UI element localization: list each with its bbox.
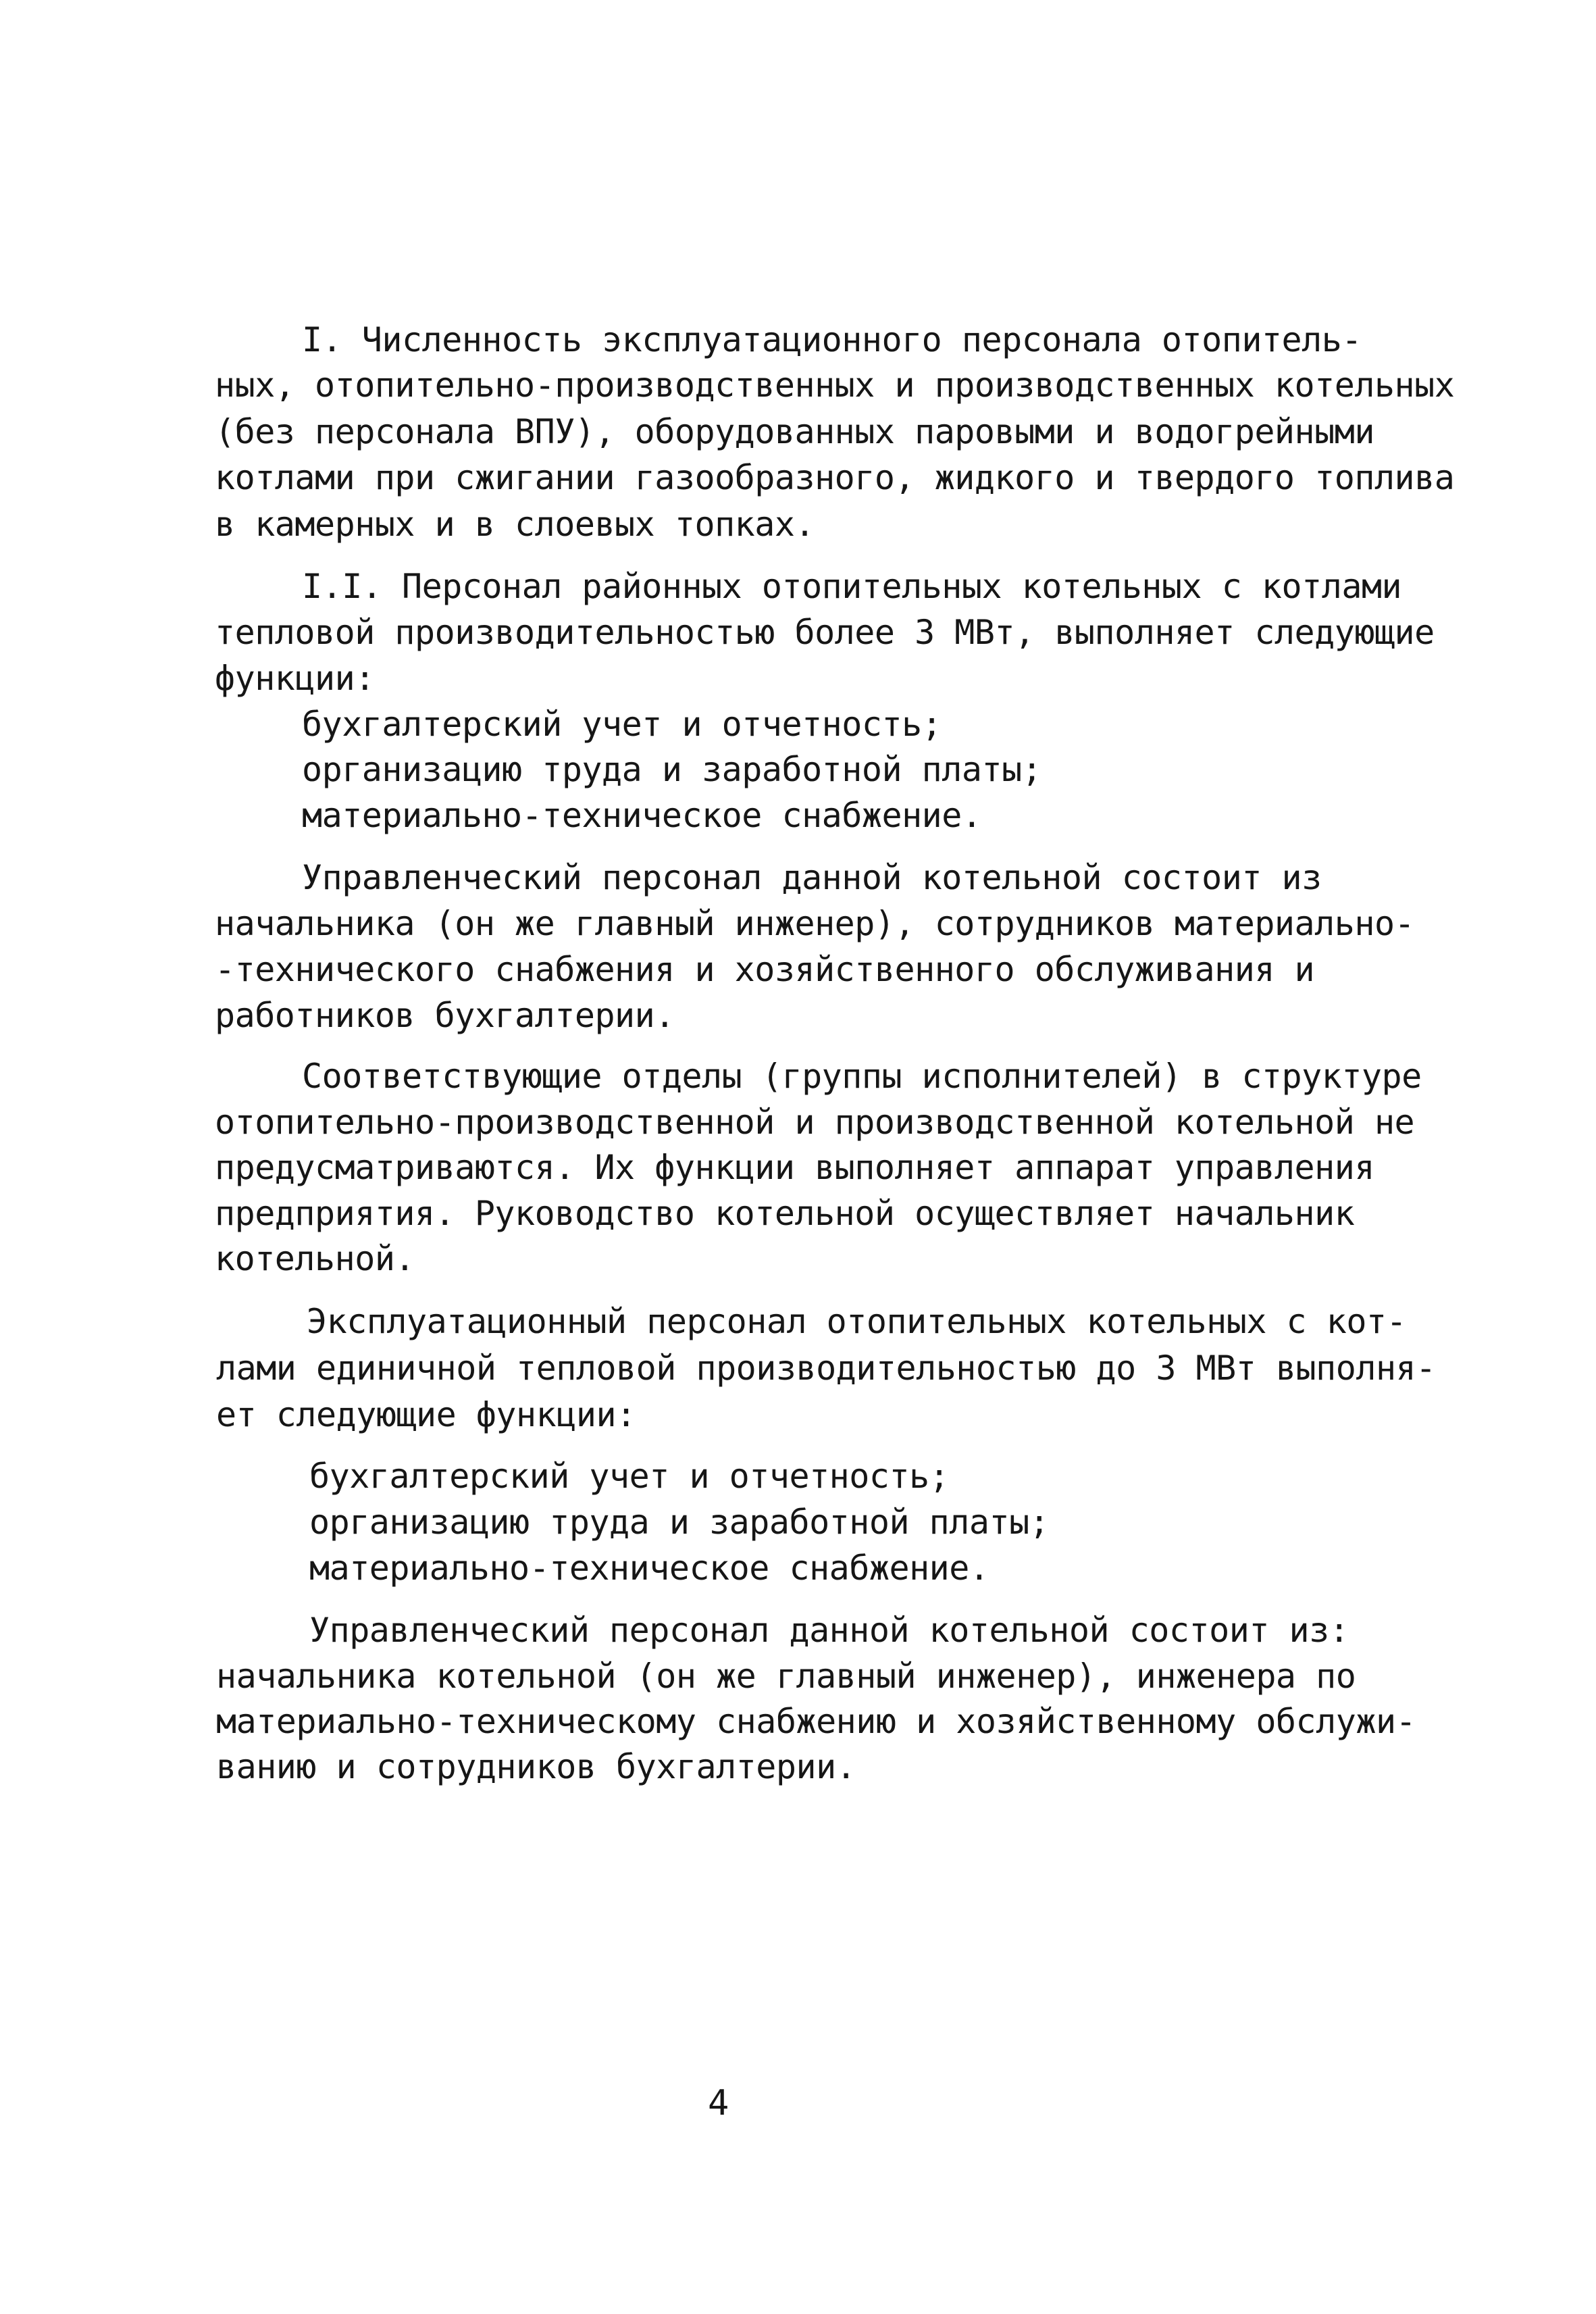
paragraph-line: отопительно-производственной и производственной котельной не bbox=[215, 1103, 1415, 1142]
paragraph-line: начальника (он же главный инженер), сотрудников материально- bbox=[215, 904, 1415, 943]
list-item: бухгалтерский учет и отчетность; bbox=[302, 705, 942, 744]
heading-line-1: I. Численность эксплуатационного персонала отопитель- bbox=[302, 320, 1362, 359]
paragraph-line: функции: bbox=[215, 659, 375, 698]
paragraph-line: тепловой производительностью более 3 МВт, выполняет следующие bbox=[215, 613, 1435, 652]
list-item: материально-техническое снабжение. bbox=[302, 796, 982, 835]
list-item: организацию труда и заработной платы; bbox=[302, 750, 1042, 789]
list-item: бухгалтерский учет и отчетность; bbox=[309, 1457, 950, 1496]
paragraph-line: лами единичной тепловой производительностью до 3 МВт выполня- bbox=[216, 1349, 1436, 1388]
heading-line-3: (без персонала ВПУ), оборудованных паровыми и водогрейными bbox=[215, 412, 1374, 451]
paragraph-line: предприятия. Руководство котельной осуществляет начальник bbox=[215, 1194, 1355, 1233]
paragraph-line: -технического снабжения и хозяйственного обслуживания и bbox=[215, 950, 1315, 989]
paragraph-line: работников бухгалтерии. bbox=[215, 996, 675, 1035]
page-number: 4 bbox=[708, 2083, 729, 2123]
paragraph-line: Соответствующие отделы (группы исполнителей) в структуре bbox=[302, 1057, 1422, 1096]
paragraph-line: котельной. bbox=[215, 1239, 415, 1278]
paragraph-line: материально-техническому снабжению и хозяйственному обслужи- bbox=[216, 1702, 1416, 1741]
heading-line-5: в камерных и в слоевых топках. bbox=[215, 505, 815, 544]
list-item: материально-техническое снабжение. bbox=[309, 1549, 989, 1588]
paragraph-line: Эксплуатационный персонал отопительных котельных с кот- bbox=[307, 1302, 1407, 1341]
list-item: организацию труда и заработной платы; bbox=[309, 1503, 1050, 1542]
paragraph-line: Управленческий персонал данной котельной состоит из bbox=[302, 858, 1322, 897]
heading-line-2: ных, отопительно-производственных и производственных котельных bbox=[215, 366, 1455, 405]
paragraph-line: Управленческий персонал данной котельной состоит из: bbox=[309, 1611, 1349, 1650]
paragraph-line: ет следующие функции: bbox=[216, 1395, 636, 1434]
paragraph-line: предусматриваются. Их функции выполняет аппарат управления bbox=[215, 1148, 1374, 1187]
paragraph-line: I.I. Персонал районных отопительных котельных с котлами bbox=[302, 567, 1402, 606]
heading-line-4: котлами при сжигании газообразного, жидкого и твердого топлива bbox=[215, 458, 1455, 497]
paragraph-line: ванию и сотрудников бухгалтерии. bbox=[216, 1747, 856, 1786]
paragraph-line: начальника котельной (он же главный инженер), инженера по bbox=[216, 1657, 1356, 1696]
